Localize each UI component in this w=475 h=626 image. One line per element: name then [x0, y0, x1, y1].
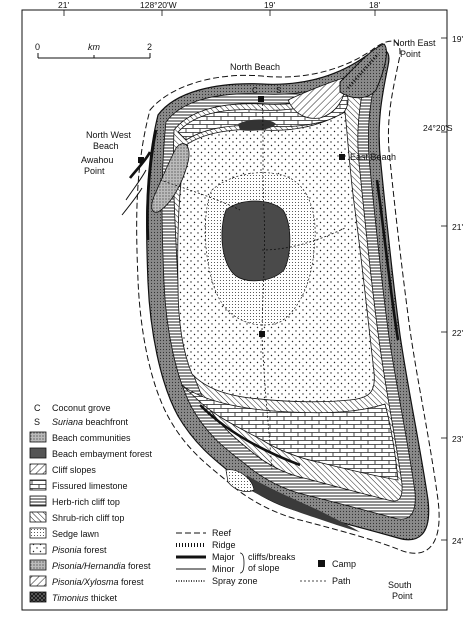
camp-northwest [138, 157, 144, 163]
scale-bar [35, 42, 152, 58]
legend-text-sedge: Sedge lawn [52, 529, 100, 539]
legend-text-shrub: Shrub-rich cliff top [52, 513, 125, 523]
legend-left [30, 403, 153, 603]
legend-rest-pis-xyl: forest [118, 577, 144, 587]
swatch-cliff-slopes [30, 464, 46, 474]
swatch-beach-embayment [30, 448, 46, 458]
label-south-1: South [388, 580, 412, 590]
label-awahou-1: Awahou [81, 155, 114, 165]
legend-text-minor: Minor [212, 564, 235, 574]
legend-text-coconut: Coconut grove [52, 403, 111, 413]
scale-end: 2 [147, 42, 153, 52]
legend-text-major: Major [212, 552, 235, 562]
minor-cliff-lines [122, 170, 146, 215]
timonius-thicket-central [222, 201, 290, 281]
legend-symbol-c: C [34, 403, 41, 413]
marker-s-north: S [276, 86, 282, 95]
swatch-pisonia [30, 544, 46, 554]
legend-text-herb: Herb-rich cliff top [52, 497, 120, 507]
legend-camp-symbol [318, 560, 325, 567]
top-tick-128-20w: 128°20'W [140, 0, 177, 10]
legend-text-camp: Camp [332, 559, 357, 569]
right-tick-23: 23' [452, 434, 464, 444]
camp-central [259, 331, 265, 337]
legend-text-path: Path [332, 576, 351, 586]
legend-rest-suriana: beachfront [83, 417, 129, 427]
scale-unit: km [88, 42, 100, 52]
right-tick-24: 24' [452, 536, 464, 546]
legend-text-cliffs-1: cliffs/breaks [248, 552, 296, 562]
legend-text-timonius [52, 593, 117, 603]
right-tick-labels [423, 34, 463, 546]
camp-east-beach [339, 154, 345, 160]
label-north-west-1: North West [86, 130, 131, 140]
legend-text-beach-comm: Beach communities [52, 433, 131, 443]
right-tick-21: 21' [452, 222, 464, 232]
label-south-2: Point [392, 591, 413, 601]
right-tick-24-20s: 24°20'S [423, 123, 453, 133]
legend-text-cliff-slopes: Cliff slopes [52, 465, 96, 475]
legend-italic-timonius: Timonius [52, 593, 89, 603]
legend-text-ridge: Ridge [212, 540, 236, 550]
label-north-east-2: Point [400, 49, 421, 59]
swatch-timonius [30, 592, 46, 602]
legend-rest-pis-hern: forest [125, 561, 151, 571]
legend-italic-pis-xyl: Pisonia/Xylosma [52, 577, 119, 587]
right-tick-19: 19' [452, 34, 464, 44]
top-tick-19: 19' [264, 0, 276, 10]
legend-text-suriana [52, 417, 129, 427]
swatch-herb [30, 496, 46, 506]
swatch-pis-xyl [30, 576, 46, 586]
legend-text-pisonia [52, 545, 107, 555]
legend-italic-pisonia: Pisonia [52, 545, 82, 555]
swatch-fissured [30, 480, 46, 490]
top-tick-labels [58, 0, 380, 10]
legend-right [176, 528, 356, 586]
marker-c-north: C [252, 86, 258, 95]
top-tick-21: 21' [58, 0, 70, 10]
camp-north-beach [258, 96, 264, 102]
top-tick-18: 18' [369, 0, 381, 10]
label-north-west-2: Beach [93, 141, 119, 151]
legend-cliffs-brace [240, 553, 244, 573]
legend-italic-pis-hern: Pisonia/Hernandia [52, 561, 126, 571]
legend-text-pis-xyl [52, 577, 144, 587]
swatch-shrub [30, 512, 46, 522]
legend-text-spray: Spray zone [212, 576, 258, 586]
legend-text-fissured: Fissured limestone [52, 481, 128, 491]
legend-symbol-s: S [34, 417, 41, 427]
legend-rest-timonius: thicket [88, 593, 117, 603]
swatch-sedge [30, 528, 46, 538]
legend-italic-suriana: Suriana [52, 417, 84, 427]
label-awahou-2: Point [84, 166, 105, 176]
legend-rest-pisonia: forest [81, 545, 107, 555]
label-east-beach: East Beach [350, 152, 397, 162]
legend-text-embay: Beach embayment forest [52, 449, 153, 459]
legend-text-pis-hern [52, 561, 151, 571]
swatch-pis-hern [30, 560, 46, 570]
legend-text-reef: Reef [212, 528, 232, 538]
right-tick-22: 22' [452, 328, 464, 338]
label-north-east-1: North East [393, 38, 436, 48]
scale-start: 0 [35, 42, 41, 52]
legend-text-cliffs-2: of slope [248, 563, 280, 573]
label-north-beach: North Beach [230, 62, 281, 72]
swatch-beach-communities [30, 432, 46, 442]
